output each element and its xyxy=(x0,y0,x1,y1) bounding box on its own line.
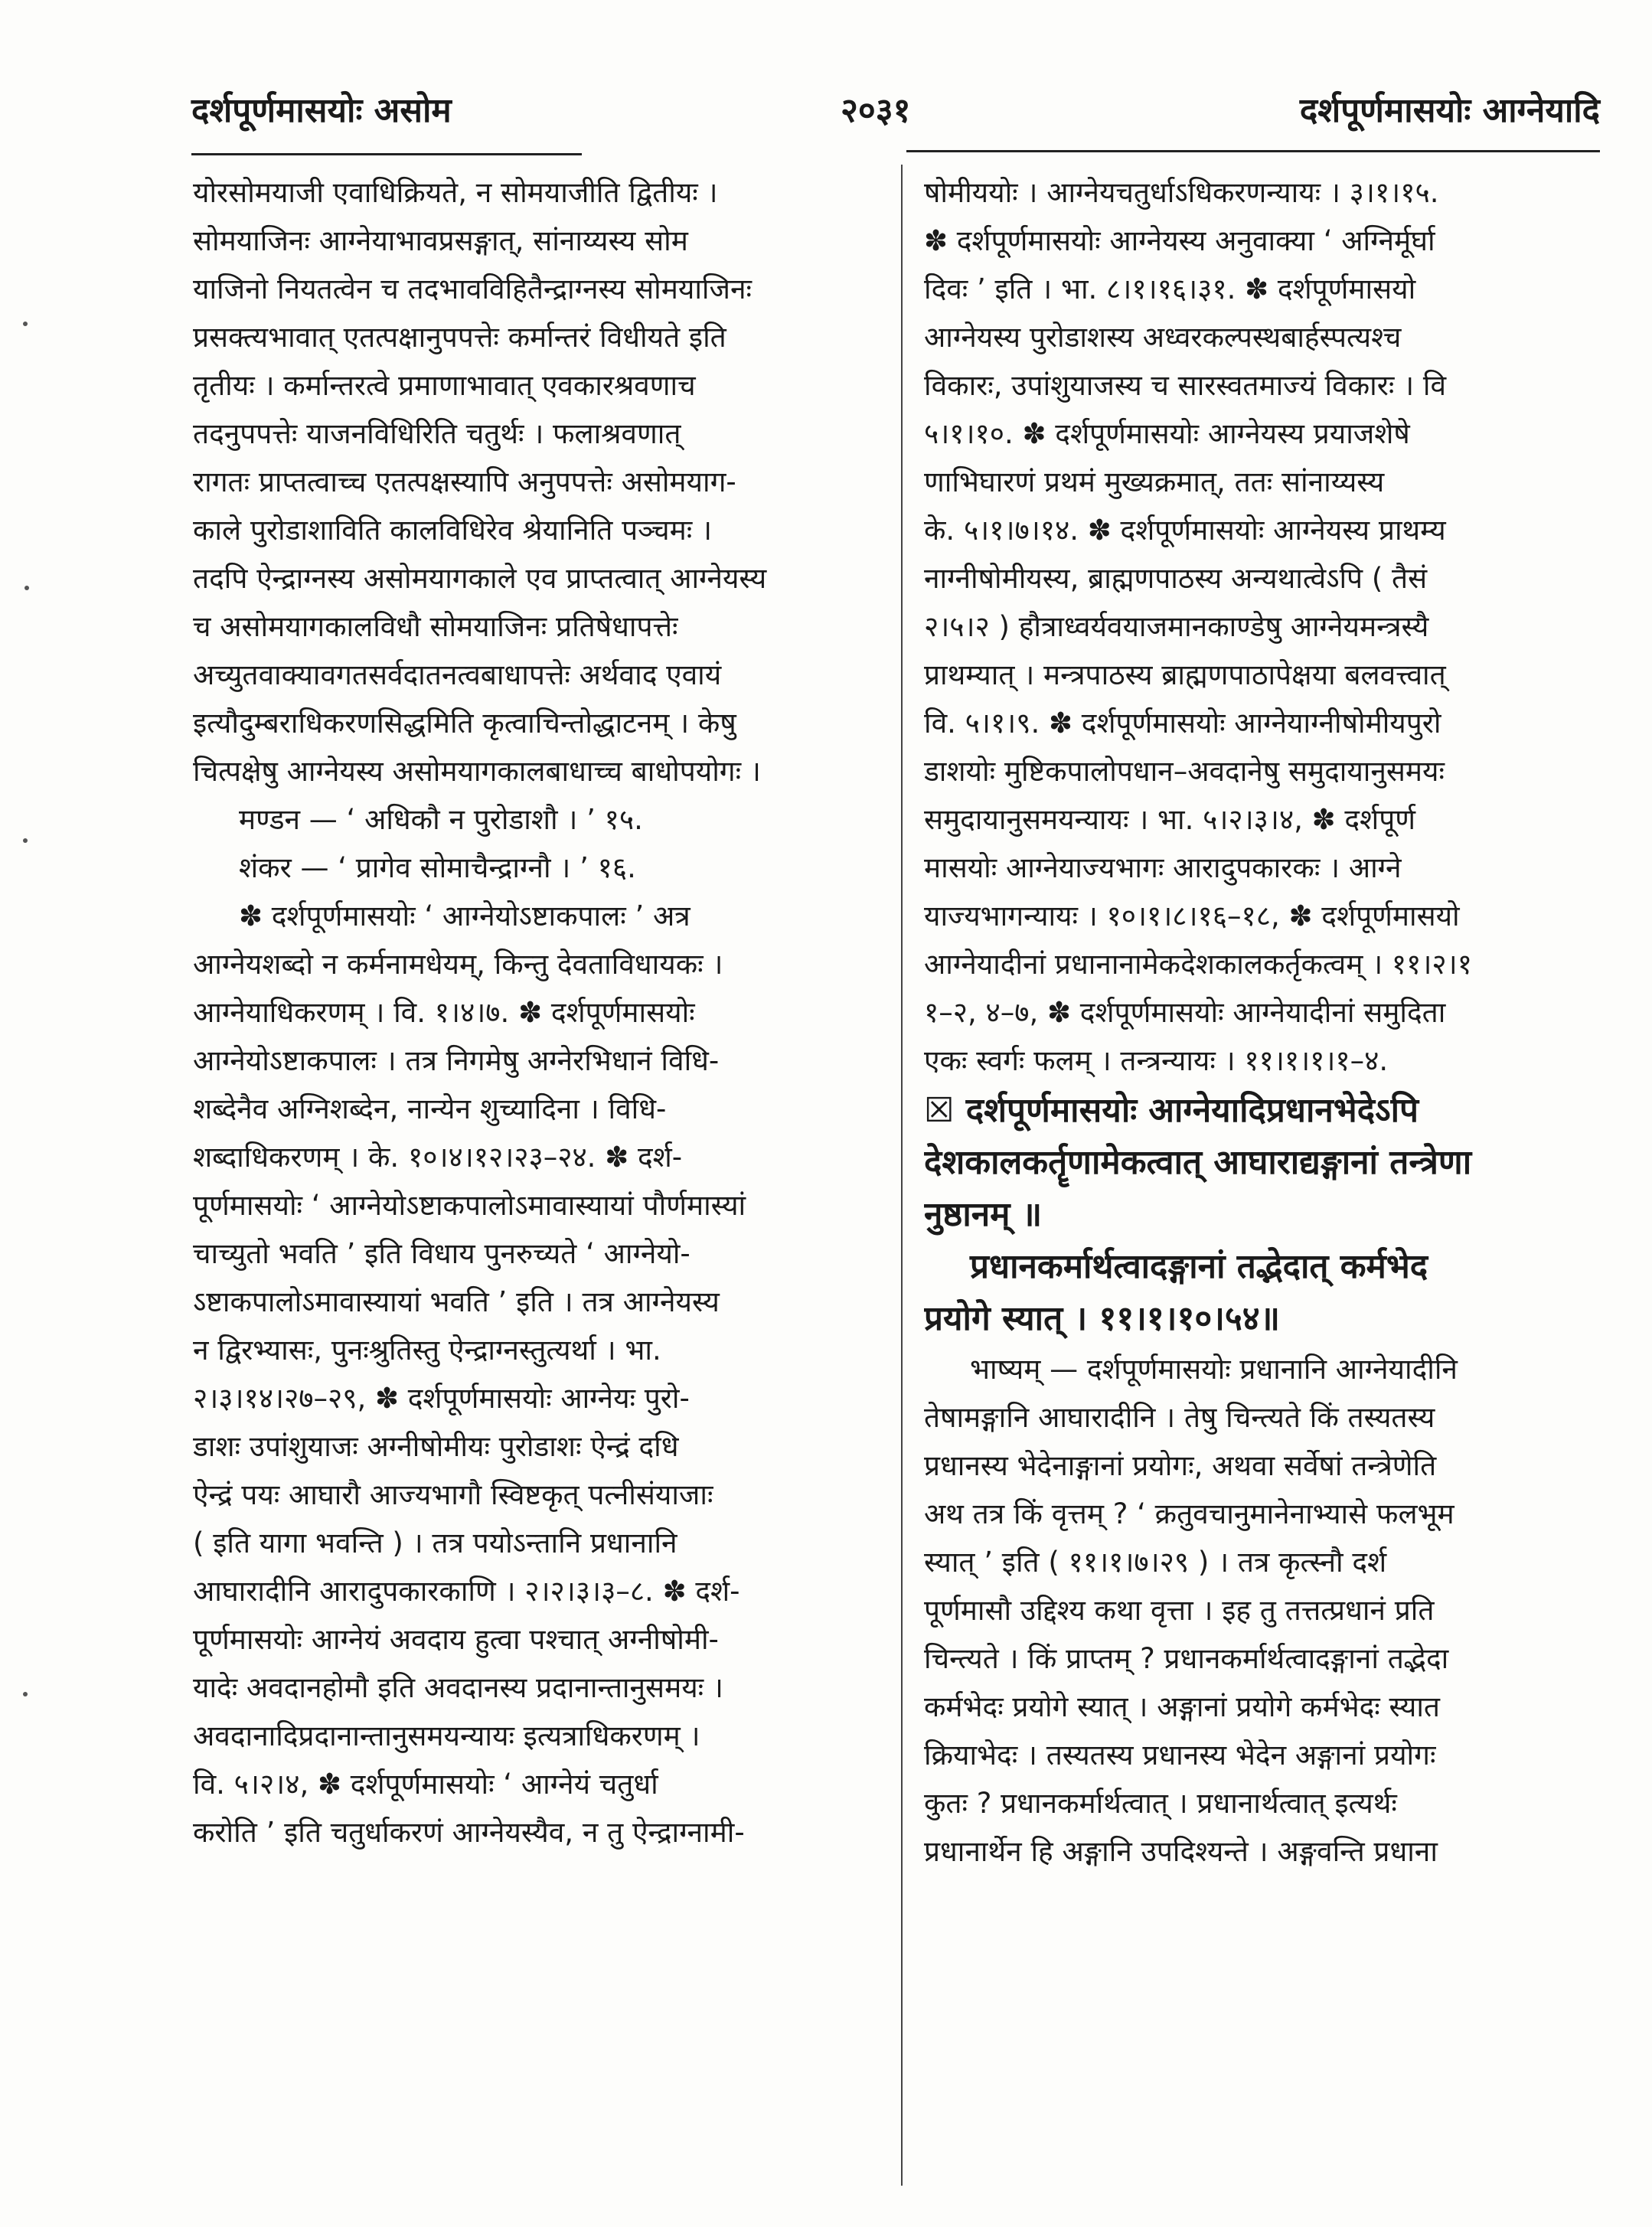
text-line: ऐन्द्रं पयः आघारौ आज्यभागौ स्विष्टकृत् पत्नीसंयाजाः xyxy=(193,1478,713,1511)
text-line: सोमयाजिनः आग्नेयाभावप्रसङ्गात्, सांनाय्यस्य सोम xyxy=(193,224,688,257)
text-line: प्राथम्यात् । मन्त्रपाठस्य ब्राह्मणपाठापेक्षया बलवत्त्वात् xyxy=(924,658,1446,691)
text-line: अच्युतवाक्यावगतसर्वदातनत्वबाधापत्तेः अर्थवाद एवायं xyxy=(193,658,722,691)
text-line: षोमीययोः । आग्नेयचतुर्धाऽधिकरणन्यायः । ३।१।१५. xyxy=(924,176,1439,209)
text-line: नाग्नीषोमीयस्य, ब्राह्मणपाठस्य अन्यथात्वेऽपि ( तैसं xyxy=(924,562,1428,595)
header-rule-left xyxy=(191,153,582,155)
margin-speck xyxy=(23,838,28,843)
header-rule-right xyxy=(906,150,1600,152)
text-line: दिवः ’ इति । भा. ८।१।१६।३१. ✽ दर्शपूर्णमासयो xyxy=(924,273,1416,305)
text-line: डाशयोः मुष्टिकपालोपधान–अवदानेषु समुदायानुसमयः xyxy=(924,755,1445,788)
text-line: याजिनो नियतत्वेन च तदभावविहितैन्द्राग्नस्य सोमयाजिनः xyxy=(193,273,752,305)
text-line: याज्यभागन्यायः । १०।१।८।१६–१८, ✽ दर्शपूर्णमासयो xyxy=(924,900,1460,932)
text-line: तदपि ऐन्द्राग्नस्य असोमयागकाले एव प्राप्तत्वात् आग्नेयस्य xyxy=(193,562,767,595)
text-line: चाच्युतो भवति ’ इति विधाय पुनरुच्यते ‘ आग्नेयो- xyxy=(193,1237,691,1270)
margin-speck xyxy=(24,586,29,590)
text-line: काले पुरोडाशाविति कालविधिरेव श्रेयानिति पञ्चमः । xyxy=(193,514,713,547)
text-line: रागतः प्राप्तत्वाच्च एतत्पक्षस्यापि अनुपपत्तेः असोमयाग- xyxy=(193,465,736,498)
text-line: शब्दाधिकरणम् । के. १०।४।१२।२३–२४. ✽ दर्श- xyxy=(193,1141,683,1174)
page-header xyxy=(191,70,1600,139)
text-line: २।५।२ ) हौत्राध्वर्यवयाजमानकाण्डेषु आग्नेयमन्त्रस्यै xyxy=(924,610,1429,643)
text-line: योरसोमयाजी एवाधिक्रियते, न सोमयाजीति द्वितीयः । xyxy=(193,176,718,209)
text-line: २।३।१४।२७–२९, ✽ दर्शपूर्णमासयोः आग्नेयः पुरो- xyxy=(193,1382,690,1415)
left-column xyxy=(193,168,882,1856)
text-line: आग्नेयस्य पुरोडाशस्य अध्वरकल्पस्थबार्हस्पत्यश्च xyxy=(924,321,1402,354)
text-line: ( इति यागा भवन्ति ) । तत्र पयोऽन्तानि प्रधानानि xyxy=(193,1527,677,1559)
text-line: शब्देनैव अग्निशब्देन, नान्येन शुच्यादिना । विधि- xyxy=(193,1092,667,1125)
text-line: शंकर — ‘ प्रागेव सोमाचैन्द्राग्नौ । ’ १६. xyxy=(239,851,636,884)
text-line: पूर्णमासयोः आग्नेयं अवदाय हुत्वा पश्चात् अग्नीषोमी- xyxy=(193,1623,719,1656)
text-line: कर्मभेदः प्रयोगे स्यात् । अङ्गानां प्रयोगे कर्मभेदः स्यात xyxy=(924,1690,1440,1723)
text-line: क्रियाभेदः । तस्यतस्य प्रधानस्य भेदेन अङ्गानां प्रयोगः xyxy=(924,1739,1436,1771)
text-line: अवदानादिप्रदानान्तानुसमयन्यायः इत्यत्राधिकरणम् । xyxy=(193,1719,700,1752)
text-line: ☒ दर्शपूर्णमासयोः आग्नेयादिप्रधानभेदेऽपि xyxy=(924,1091,1419,1130)
right-column xyxy=(924,168,1598,1876)
text-line: आग्नेयादीनां प्रधानानामेकदेशकालकर्तृकत्वम् । ११।२।१ xyxy=(924,948,1472,981)
text-line: आग्नेयशब्दो न कर्मनामधेयम्, किन्तु देवताविधायकः । xyxy=(193,948,723,981)
text-line: वि. ५।२।४, ✽ दर्शपूर्णमासयोः ‘ आग्नेयं चतुर्धा xyxy=(193,1768,658,1801)
text-line: ऽष्टाकपालोऽमावास्यायां भवति ’ इति । तत्र आग्नेयस्य xyxy=(193,1285,720,1318)
text-line: प्रसक्त्यभावात् एतत्पक्षानुपपत्तेः कर्मान्तरं विधीयते इति xyxy=(193,321,726,354)
text-line: वि. ५।१।९. ✽ दर्शपूर्णमासयोः आग्नेयाग्नीषोमीयपुरो xyxy=(924,707,1441,740)
text-line: समुदायानुसमयन्यायः । भा. ५।२।३।४, ✽ दर्शपूर्ण xyxy=(924,803,1415,836)
text-line: चिन्त्यते । किं प्राप्तम् ? प्रधानकर्मार्थत्वादङ्गानां तद्भेदा xyxy=(924,1642,1449,1675)
text-line: प्रधानार्थेन हि अङ्गानि उपदिश्यन्ते । अङ्गवन्ति प्रधाना xyxy=(924,1835,1438,1868)
text-line: च असोमयागकालविधौ सोमयाजिनः प्रतिषेधापत्तेः xyxy=(193,610,678,643)
text-line: अथ तत्र किं वृत्तम् ? ‘ क्रतुवचानुमानेनाभ्यासे फलभूम xyxy=(924,1497,1454,1530)
text-line: ✽ दर्शपूर्णमासयोः आग्नेयस्य अनुवाक्या ‘ अग्निर्मूर्घा xyxy=(924,224,1435,257)
page-number: २०३१ xyxy=(841,91,911,130)
text-line: तृतीयः । कर्मान्तरत्वे प्रमाणाभावात् एवकारश्रवणाच xyxy=(193,369,696,402)
text-line: इत्यौदुम्बराधिकरणसिद्धमिति कृत्वाचिन्तोद्धाटनम् । केषु xyxy=(193,707,736,740)
text-line: १–२, ४–७, ✽ दर्शपूर्णमासयोः आग्नेयादीनां समुदिता xyxy=(924,996,1446,1029)
text-line: करोति ’ इति चतुर्धाकरणं आग्नेयस्यैव, न तु ऐन्द्राग्नामी- xyxy=(193,1816,745,1849)
text-line: विकारः, उपांशुयाजस्य च सारस्वतमाज्यं विकारः । वि xyxy=(924,369,1447,402)
text-line: आघारादीनि आरादुपकारकाणि । २।२।३।३–८. ✽ दर्श- xyxy=(193,1575,740,1608)
text-line: पूर्णमासौ उद्दिश्य कथा वृत्ता । इह तु तत्तत्प्रधानं प्रति xyxy=(924,1594,1435,1627)
text-line: देशकालकर्तॄणामेकत्वात् आघाराद्यङ्गानां तन्त्रेणा xyxy=(924,1143,1472,1182)
text-line: स्यात् ’ इति ( ११।१।७।२९ ) । तत्र कृत्स्नौ दर्श xyxy=(924,1546,1387,1579)
running-head-right: दर्शपूर्णमासयोः आग्नेयादि xyxy=(1299,91,1600,130)
text-line: आग्नेयोऽष्टाकपालः । तत्र निगमेषु अग्नेरभिधानं विधि- xyxy=(193,1044,720,1077)
text-line: तेषामङ्गानि आघारादीनि । तेषु चिन्त्यते किं तस्यतस्य xyxy=(924,1401,1435,1434)
text-line: मासयोः आग्नेयाज्यभागः आरादुपकारकः । आग्ने xyxy=(924,851,1402,884)
running-head-left: दर्शपूर्णमासयोः असोम xyxy=(191,91,452,130)
text-line: भाष्यम् — दर्शपूर्णमासयोः प्रधानानि आग्नेयादीनि xyxy=(970,1353,1458,1386)
text-line: पूर्णमासयोः ‘ आग्नेयोऽष्टाकपालोऽमावास्यायां पौर्णमास्यां xyxy=(193,1189,746,1222)
text-line: तदनुपपत्तेः याजनविधिरिति चतुर्थः । फलाश्रवणात् xyxy=(193,417,681,450)
text-line: एकः स्वर्गः फलम् । तन्त्रन्यायः । ११।१।१।१–४. xyxy=(924,1044,1389,1077)
text-line: कुतः ? प्रधानकर्मार्थत्वात् । प्रधानार्थत्वात् इत्यर्थः xyxy=(924,1787,1397,1820)
text-line: न द्विरभ्यासः, पुनःश्रुतिस्तु ऐन्द्राग्नस्तुत्यर्था । भा. xyxy=(193,1334,661,1367)
margin-speck xyxy=(23,1692,28,1696)
text-line: णाभिघारणं प्रथमं मुख्यक्रमात्, ततः सांनाय्यस्य xyxy=(924,465,1385,498)
text-line: चित्पक्षेषु आग्नेयस्य असोमयागकालबाधाच्च बाधोपयोगः । xyxy=(193,755,761,788)
text-line: मण्डन — ‘ अधिकौ न पुरोडाशौ । ’ १५. xyxy=(239,803,643,836)
text-line: प्रयोगे स्यात् । ११।१।१०।५४॥ xyxy=(924,1299,1281,1338)
text-line: प्रधानस्य भेदेनाङ्गानां प्रयोगः, अथवा सर्वेषां तन्त्रेणेति xyxy=(924,1449,1437,1482)
text-line: ✽ दर्शपूर्णमासयोः ‘ आग्नेयोऽष्टाकपालः ’ अत्र xyxy=(239,900,691,932)
text-line: यादेः अवदानहोमौ इति अवदानस्य प्रदानान्तानुसमयः । xyxy=(193,1671,723,1704)
margin-speck xyxy=(23,322,28,326)
text-line: डाशः उपांशुयाजः अग्नीषोमीयः पुरोडाशः ऐन्द्रं दधि xyxy=(193,1430,679,1463)
text-line: नुष्ठानम् ॥ xyxy=(924,1195,1043,1234)
column-divider xyxy=(901,165,903,2186)
text-line: ५।१।१०. ✽ दर्शपूर्णमासयोः आग्नेयस्य प्रयाजशेषे xyxy=(924,417,1410,450)
text-line: आग्नेयाधिकरणम् । वि. १।४।७. ✽ दर्शपूर्णमासयोः xyxy=(193,996,695,1029)
text-line: प्रधानकर्मार्थत्वादङ्गानां तद्भेदात् कर्मभेद xyxy=(970,1247,1428,1286)
text-line: के. ५।१।७।१४. ✽ दर्शपूर्णमासयोः आग्नेयस्य प्राथम्य xyxy=(924,514,1446,547)
